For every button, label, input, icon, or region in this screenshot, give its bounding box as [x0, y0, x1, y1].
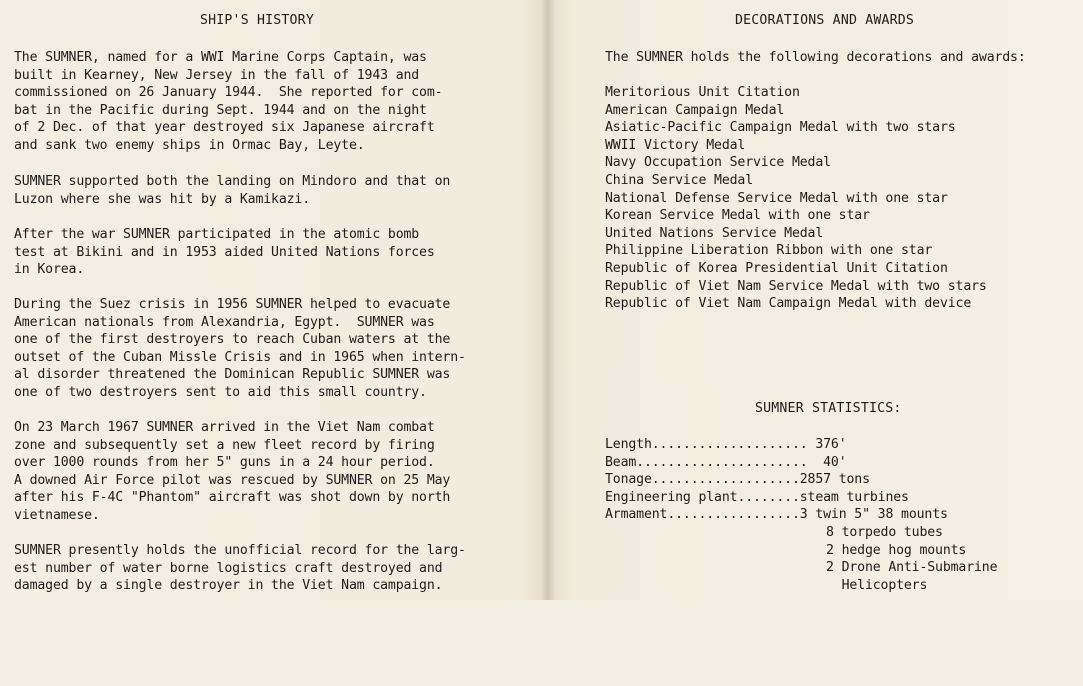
- stat-leader: ......................: [636, 454, 808, 470]
- statistics-heading: SUMNER STATISTICS:: [755, 401, 902, 416]
- stat-value: 40': [807, 454, 847, 470]
- history-paragraph-3: After the war SUMNER participated in the atomic bomb test at Bikini and in 1953 aided United Nations forces in Korea.: [14, 227, 435, 278]
- stat-leader: ...................: [651, 472, 800, 488]
- stat-value: 2857 tons: [799, 472, 870, 488]
- history-paragraph-1: The SUMNER, named for a WWI Marine Corps Captain, was built in Kearney, New Jersey in the fall of 1943 and commissioned on 26 January 1944. She reported for com- bat in the Pacific during Sept. 1944 and on the night of 2 Dec. of that year destroyed six Japanese aircraft and sank two enemy ships in Ormac Bay, Leyte.: [14, 50, 443, 153]
- awards-list: [605, 85, 1080, 352]
- decorations-column: [605, 0, 1080, 686]
- stat-row-engineering: [605, 489, 909, 507]
- award-item: Korean Service Medal with one star: [605, 208, 870, 224]
- stat-value: steam turbines: [799, 489, 909, 505]
- award-item: Philippine Liberation Ribbon with one star: [605, 243, 933, 259]
- history-paragraph-5: On 23 March 1967 SUMNER arrived in the Viet Nam combat zone and subsequently set a new fleet record by firing over 1000 rounds from her 5" guns in a 24 hour period. A downed Air Force pilot was rescued by SUMNER on 25 May after his F-4C "Phantom" aircraft was shot down by north vietnamese.: [14, 420, 451, 523]
- award-item: Republic of Viet Nam Campaign Medal with device: [605, 296, 972, 312]
- stat-label: Engineering plant: [605, 489, 738, 505]
- stat-label: Length: [605, 437, 652, 452]
- stat-value: 3 twin 5" 38 mounts: [799, 507, 948, 523]
- award-item: Meritorious Unit Citation: [605, 85, 800, 100]
- ships-history-column: [14, 0, 534, 594]
- stat-leader: ....................: [651, 437, 808, 452]
- stat-row-tonage: [605, 471, 870, 489]
- stat-value: 376': [807, 437, 847, 452]
- page-fold: [541, 0, 555, 600]
- award-item: Navy Occupation Service Medal: [605, 155, 831, 171]
- stat-leader: .................: [667, 507, 800, 523]
- award-item: China Service Medal: [605, 173, 754, 188]
- stat-row-beam: [605, 454, 847, 472]
- ships-history-heading: SHIP'S HISTORY: [200, 13, 314, 28]
- armament-item: 2 hedge hog mounts: [826, 542, 967, 558]
- decorations-heading: DECORATIONS AND AWARDS: [735, 13, 915, 28]
- history-paragraph-4: During the Suez crisis in 1956 SUMNER helped to evacuate American nationals from Alexandria, Egypt. SUMNER was one of the first destroyers to reach Cuban waters at the outset of the Cuban Missle Crisis and in 1965 when intern- al disorder threatened the Dominican Republic SUMNER was one of two destroyers sent to aid this small country.: [14, 297, 466, 400]
- history-paragraph-2: SUMNER supported both the landing on Mindoro and that on Luzon where she was hit by a Kamikazi.: [14, 174, 451, 207]
- stat-label: Armament: [605, 507, 668, 523]
- award-item: United Nations Service Medal: [605, 225, 824, 241]
- award-item: American Campaign Medal: [605, 102, 785, 118]
- stat-label: Beam: [605, 454, 637, 470]
- stat-row-length: [605, 436, 847, 454]
- award-item: Asiatic-Pacific Campaign Medal with two stars: [605, 120, 956, 136]
- statistics-table: [605, 437, 1080, 651]
- decorations-intro: The SUMNER holds the following decorations and awards:: [605, 50, 1026, 65]
- armament-item: 2 Drone Anti-Submarine: [826, 560, 998, 576]
- armament-item: 8 torpedo tubes: [826, 525, 943, 540]
- armament-item: Helicopters: [826, 577, 928, 593]
- award-item: Republic of Korea Presidential Unit Citation: [605, 261, 948, 276]
- stat-label: Tonage: [605, 472, 652, 488]
- award-item: Republic of Viet Nam Service Medal with two stars: [605, 278, 987, 294]
- stat-row-armament: [605, 506, 948, 524]
- stat-leader: ........: [737, 489, 800, 505]
- history-paragraph-6: SUMNER presently holds the unofficial record for the larg- est number of water borne logistics craft destroyed and damaged by a single destroyer in the Viet Nam campaign.: [14, 543, 466, 594]
- award-item: National Defense Service Medal with one star: [605, 190, 948, 206]
- award-item: WWII Victory Medal: [605, 137, 746, 153]
